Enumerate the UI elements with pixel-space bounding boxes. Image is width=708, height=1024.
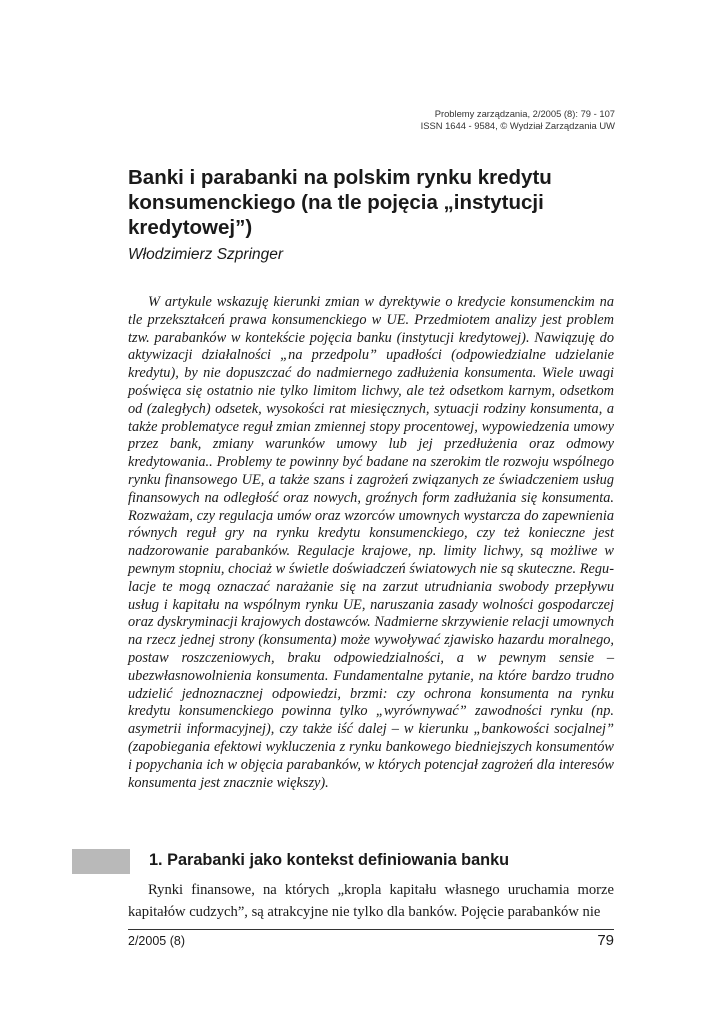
journal-issn: ISSN 1644 - 9584, © Wydział Zarządzania UW [420,120,615,131]
article-author: Włodzimierz Szpringer [128,246,284,263]
article-title: Banki i parabanki na polskim rynku kredytu konsumenckiego (na tle pojęcia „instytucji kredytowej”) [128,166,552,239]
section-body-text: Rynki finansowe, na których „kropla kapitału własnego uruchamia morze kapitałów cudzych”, są atrakcyjne nie tylko dla banków. Pojęcie parabanków nie [128,882,614,920]
section-marker-bar [72,849,130,874]
article-abstract: W artykule wskazuję kierunki zmian w dyrektywie o kredycie konsumenckim na tle przekształceń prawa konsumenckiego w UE. Przedmiotem analizy jest problem tzw. parabanków w kontekście pojęcia banku (instytucji kredytowej). Nawiązuję do aktywizacji działalności „na przedpolu” upadłości (odpowiedzialne udzielanie kredytu), by nie dopuszczać do nadmiernego zadłużenia konsumenta. Wiele uwagi poświęca się ostatnio nie tylko limitom lichwy, ale też odsetkom karnym, odsetkom od (zaległych) odsetek, wysokości rat miesięcznych, sytuacji rodziny konsumenta, a także problematyce reguł zmian zmiennej stopy procentowej, wypowiedzenia umowy przez bank, zmiany warunków umowy lub jej przedłużenia oraz odmowy kredytowania.. Problemy te powinny być badane na szerokim tle rozwoju wspólnego rynku finansowego UE, a także szans i zagrożeń związanych ze świadczeniem usług finansowych na odległość oraz nowych, groźnych form zadłużania się konsumenta. Rozważam, czy regulacja umów oraz wzorców umownych wystarcza do zapewnienia równych reguł gry na rynku kredytu konsumenckiego, czy też konieczne jest nadzorowanie parabanków. Regulacje krajowe, np. limity lichwy, są możliwe w pewnym stopniu, chociaż w świetle doświadczeń światowych nie są skuteczne. Regulacje te mogą oznaczać narażanie się na zarzut utrudniania swobody przepływu usług i kapitału na wspólnym rynku UE, naruszania zasady wolności gospodarczej oraz dyskryminacji krajowych dostawców. Nadmierne skrzywienie relacji umownych na rzecz jednej strony (konsumenta) może wywoływać zjawisko hazardu moralnego, postaw roszczeniowych, braku odpowiedzialności, a w pewnym sensie – ubezwłasnowolnienia konsumenta. Fundamentalne pytanie, na które bardzo trudno udzielić jednoznacznej odpowiedzi, brzmi: czy ochrona konsumenta na rynku kredytu konsumenckiego powinna tylko „wyrównywać” zawodności rynku (np. asymetrii informacyjnej), czy także iść dalej – w kierunku „bankowości socjalnej” (zapobiegania efektowi wykluczenia z rynku bankowego biedniejszych konsumentów i popychania ich w objęcia parabanków, w których potencjał zagrożeń dla interesów konsumenta jest znacznie większy). [128,294,615,791]
footer-divider [128,929,614,930]
footer-issue: 2/2005 (8) [128,934,185,948]
journal-citation: Problemy zarządzania, 2/2005 (8): 79 - 107 [434,108,615,119]
section-heading: 1. Parabanki jako kontekst definiowania banku [149,851,510,869]
journal-header [255,108,615,132]
page-number: 79 [597,932,614,949]
